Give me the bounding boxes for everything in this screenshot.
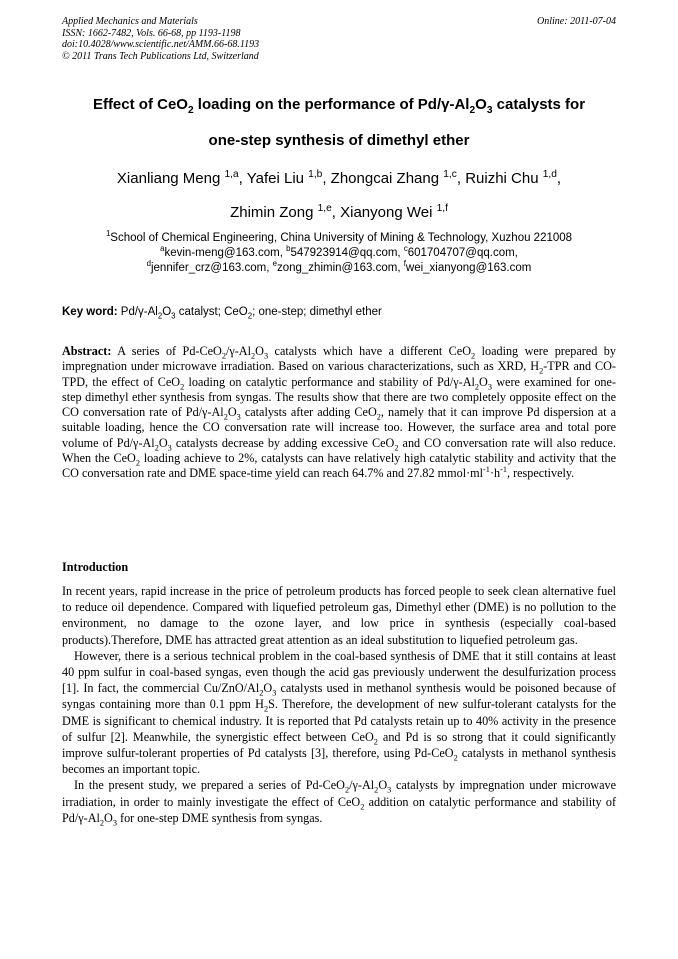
- copyright-line: © 2011 Trans Tech Publications Ltd, Switzerland: [62, 50, 259, 62]
- email-line-1: $^a$kevin-meng@163.com, $^b$547923914@qq.com, $^c$601704707@qq.com,: [160, 244, 518, 259]
- keywords-label: Key word:: [62, 306, 118, 318]
- introduction-heading: Introduction: [62, 560, 129, 574]
- paper-title: [62, 87, 616, 159]
- intro-paragraph-3: In the present study, we prepared a series of $Pd-CeO_2/\gamma-Al_2O_3$ catalysts by impregnation under microwave irradiation, in order to mainly investigate the effect of CeO$_2$ addition on catalytic performance and stability of $Pd/\gamma-Al_2O_3$ for one-step DME synthesis from syngas.: [62, 778, 617, 828]
- journal-name: Applied Mechanics and Materials: [62, 16, 198, 27]
- intro-paragraph-1: In recent years, rapid increase in the price of petroleum products has forced people to seek clean alternative fuel to reduce oil dependence. Compared with liquefied petroleum gas, Dimethyl ether (DME) is no pollution to the environment, no damage to the ozone layer, and low price in synthesis (especially coal-based products).Therefore, DME has attracted great attention as an ideal substitution to liquefied petroleum gas.: [62, 584, 616, 647]
- keywords-line: Key word: $Pd/\gamma-Al_2O_3$ catalyst; CeO$_2$; one-step; dimethyl ether: [62, 306, 382, 321]
- authors-line-2: Zhimin Zong $^{1,e}$, Xianyong Wei $^{1,f}$: [230, 203, 448, 221]
- authors-line-1: Xianliang Meng $^{1,a}$, Yafei Liu $^{1,b}$, Zhongcai Zhang $^{1,c}$, Ruizhi Chu $^{1,d}$,: [116, 169, 562, 187]
- title-line-2: one-step synthesis of dimethyl ether: [208, 132, 470, 149]
- journal-header: [62, 16, 616, 62]
- email-line-2: $^d$jennifer_crz@163.com, $^e$zong_zhimin@163.com, $^f$wei_xianyong@163.com: [146, 259, 532, 274]
- issn-line: ISSN: 1662-7482, Vols. 66-68, pp 1193-1198: [62, 27, 241, 39]
- abstract-label: Abstract:: [62, 344, 112, 358]
- affiliation-line: $^1$School of Chemical Engineering, China University of Mining & Technology, Xuzhou 221008: [105, 229, 573, 244]
- affiliation-block: [62, 231, 616, 276]
- author-list: [62, 162, 616, 230]
- introduction-body: [62, 583, 616, 826]
- doi-line: doi:10.4028/www.scientific.net/AMM.66-68.1193: [62, 39, 260, 50]
- intro-paragraph-2: However, there is a serious technical problem in the coal-based synthesis of DME that it still contains at least 40 ppm sulfur in coal-based syngas, even though the acid gas previously underwent the desulfurization process [1]. In fact, the commercial $Cu/ZnO/Al_2O_3$ catalysts used in methanol synthesis would be poisoned because of syngas containing more than 0.1 ppm $H_2S$. Therefore, the development of new sulfur-tolerant catalysts for the DME is significant to chemical industry. It is reported that Pd catalysts retain up to 40% activity in the presence of sulfur [2]. Meanwhile, the synergistic effect between CeO$_2$ and Pd is so strong that it could significantly improve sulfur-tolerant properties of Pd catalysts [3], therefore, using Pd-CeO$_2$ catalysts in methanol synthesis becomes an important topic.: [62, 648, 617, 777]
- abstract-paragraph: Abstract: A series of $Pd-CeO_2/\gamma-Al_2O_3$ catalysts which have a different CeO$_2$ loading were prepared by impregnation under microwave irradiation. Based on various characterizations, such as XRD, $H_2$-TPR and CO-TPD, the effect of CeO$_2$ loading on catalytic performance and stability of $Pd/\gamma-Al_2O_3$ were examined for one-step dimethyl ether synthesis from syngas. The results show that there are two completely opposite effect on the CO conversation rate of $Pd/\gamma-Al_2O_3$ catalysts after adding CeO$_2$, namely that it can improve Pd dispersion at a suitable loading, hence the CO conversation rate will increase too. However, the surface area and total pore volume of $Pd/\gamma-Al_2O_3$ catalysts decrease by adding excessive CeO$_2$ and CO conversation rate will also reduce. When the CeO$_2$ loading achieve to 2%, catalysts can have relatively high catalytic stability and activity that the CO conversation rate and DME space-time yield can reach 64.7% and 27.82 $mmol\cdot ml^{-1}\cdot h^{-1}$, respectively.: [62, 344, 616, 481]
- title-line-1: Effect of CeO$_2$ loading on the performance of $Pd/\gamma-Al_2O_3$ catalysts for: [92, 96, 586, 116]
- online-date: Online: 2011-07-04: [537, 16, 616, 27]
